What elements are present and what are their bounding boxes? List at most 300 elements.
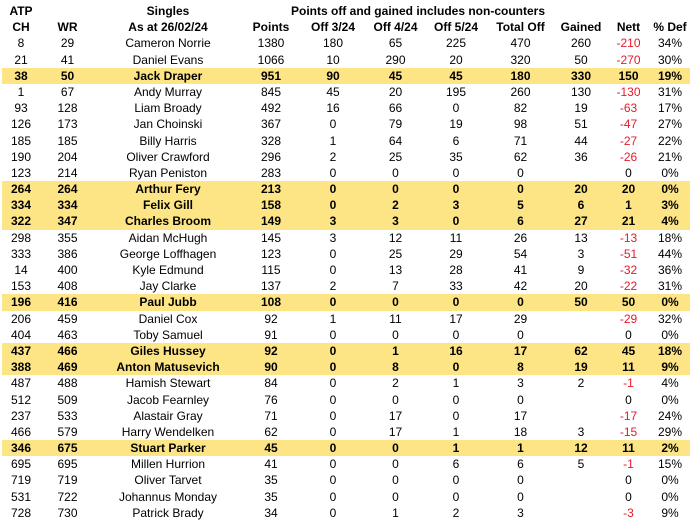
off-4-24-cell: 25 <box>388 246 403 261</box>
nett-cell: -1 <box>623 376 634 391</box>
player-name-cell: Alastair Gray <box>133 408 203 423</box>
nett-cell: 150 <box>618 68 639 83</box>
header-row-1 <box>2 3 690 19</box>
gained-cell <box>555 392 607 408</box>
off-4-24-cell: 0 <box>392 327 399 342</box>
off-5-24-cell: 0 <box>452 182 460 197</box>
rank-ch-cell: 153 <box>10 279 32 294</box>
player-name-cell: Charles Broom <box>124 214 212 229</box>
player-name-cell: Johannus Monday <box>118 489 218 504</box>
nett-cell: -27 <box>619 133 638 148</box>
off-5-24-cell: 16 <box>449 343 463 358</box>
player-name-cell: Millen Hurrion <box>130 457 206 472</box>
nett-cell: -13 <box>619 230 638 245</box>
gained-cell <box>555 165 607 181</box>
gained-cell <box>555 505 607 521</box>
off-3-24-cell: 3 <box>329 214 337 229</box>
rank-wr-cell: 334 <box>57 198 78 213</box>
off-4-24-cell: 0 <box>392 295 399 310</box>
points-cell: 145 <box>260 230 282 245</box>
player-name-cell: Oliver Tarvet <box>134 473 202 488</box>
off-5-24-cell: 3 <box>452 198 460 213</box>
rank-ch-cell: 512 <box>10 392 32 407</box>
rank-ch-cell: 728 <box>10 505 32 520</box>
total-off-cell: 98 <box>513 117 528 132</box>
table-row <box>2 230 690 246</box>
player-name-cell: Oliver Crawford <box>126 149 210 164</box>
total-off-cell: 8 <box>517 360 524 375</box>
pct-def-cell: 9% <box>661 360 679 375</box>
off-4-24-cell: 1 <box>392 505 399 520</box>
gained-cell: 36 <box>574 149 588 164</box>
header-off4: Off 4/24 <box>373 20 418 35</box>
off-4-24-cell: 12 <box>388 230 403 245</box>
total-off-cell: 0 <box>517 473 524 488</box>
off-4-24-cell: 65 <box>388 36 403 51</box>
rank-ch-cell: 196 <box>10 295 32 310</box>
pct-def-cell: 0% <box>661 165 679 180</box>
off-3-24-cell: 0 <box>329 441 337 456</box>
table-row <box>2 505 690 521</box>
player-name-cell: Stuart Parker <box>130 441 206 456</box>
points-cell: 92 <box>264 343 278 358</box>
off-4-24-cell: 1 <box>392 343 399 358</box>
player-name-cell: Harry Wendelken <box>121 424 215 439</box>
nett-cell: -17 <box>619 408 638 423</box>
points-cell: 108 <box>260 295 282 310</box>
off-5-24-cell: 2 <box>452 505 460 520</box>
rank-wr-cell: 386 <box>57 246 78 261</box>
pct-def-cell: 44% <box>657 246 683 261</box>
total-off-cell: 470 <box>510 36 531 51</box>
off-4-24-cell: 0 <box>392 165 399 180</box>
pct-def-cell: 31% <box>657 84 683 99</box>
table-row <box>2 246 690 262</box>
off-5-24-cell: 6 <box>452 457 460 472</box>
nett-cell: 20 <box>621 182 636 197</box>
player-name-cell: Kyle Edmund <box>132 263 204 277</box>
player-name-cell: Paul Jubb <box>139 295 197 310</box>
pct-def-cell: 0% <box>661 473 679 488</box>
rank-wr-cell: 214 <box>57 165 78 180</box>
rank-ch-cell: 346 <box>10 441 32 456</box>
rank-wr-cell: 173 <box>57 117 78 132</box>
player-name-cell: Jack Draper <box>133 68 203 83</box>
off-3-24-cell: 0 <box>329 263 337 277</box>
total-off-cell: 260 <box>510 84 531 99</box>
player-name-cell: Felix Gill <box>142 198 193 213</box>
off-5-24-cell: 0 <box>452 214 460 229</box>
off-5-24-cell: 17 <box>449 311 463 326</box>
off-4-24-cell: 25 <box>388 149 403 164</box>
off-4-24-cell: 0 <box>392 473 399 488</box>
nett-cell: -15 <box>619 424 638 439</box>
nett-cell: -3 <box>623 505 634 520</box>
points-cell: 35 <box>264 489 278 504</box>
off-4-24-cell: 11 <box>389 311 402 326</box>
off-5-24-cell: 0 <box>452 473 460 488</box>
off-3-24-cell: 90 <box>326 68 340 83</box>
player-name-cell: Cameron Norrie <box>125 36 211 51</box>
gained-cell: 13 <box>574 230 588 245</box>
off-3-24-cell: 0 <box>329 360 337 375</box>
off-5-24-cell: 0 <box>452 489 460 504</box>
pct-def-cell: 4% <box>661 214 679 229</box>
points-cell: 1066 <box>257 52 285 67</box>
player-name-cell: Daniel Cox <box>138 311 198 326</box>
rank-ch-cell: 14 <box>14 263 28 277</box>
off-5-24-cell: 225 <box>445 36 467 51</box>
gained-cell: 12 <box>574 441 588 456</box>
off-3-24-cell: 2 <box>329 279 337 294</box>
off-3-24-cell: 45 <box>326 84 340 99</box>
nett-cell: -1 <box>623 457 634 472</box>
gained-cell: 330 <box>570 68 592 83</box>
rank-ch-cell: 334 <box>10 198 32 213</box>
total-off-cell: 26 <box>513 230 528 245</box>
header-note: Points off and gained includes non-counters <box>290 4 545 18</box>
table-row <box>2 52 690 68</box>
rank-wr-cell: 719 <box>57 473 78 488</box>
off-3-24-cell: 0 <box>329 408 337 423</box>
pct-def-cell: 4% <box>661 376 679 391</box>
off-5-24-cell: 195 <box>445 84 467 99</box>
gained-cell: 19 <box>574 101 588 116</box>
total-off-cell: 17 <box>513 408 528 423</box>
off-5-24-cell: 0 <box>452 360 460 375</box>
table-row <box>2 424 690 440</box>
rank-wr-cell: 29 <box>60 36 75 51</box>
table-row <box>2 149 690 165</box>
off-5-24-cell: 0 <box>452 408 460 423</box>
nett-cell: 0 <box>625 473 632 488</box>
header-wr: WR <box>57 20 78 35</box>
off-4-24-cell: 2 <box>392 376 399 391</box>
points-cell: 41 <box>264 457 278 472</box>
off-3-24-cell: 0 <box>329 165 337 180</box>
off-3-24-cell: 0 <box>329 343 337 358</box>
rank-ch-cell: 322 <box>10 214 32 229</box>
header-nett: Nett <box>616 20 641 35</box>
pct-def-cell: 32% <box>657 311 683 326</box>
off-3-24-cell: 2 <box>329 149 337 164</box>
header-ch: CH <box>12 20 30 35</box>
table-row <box>2 311 690 327</box>
rank-ch-cell: 264 <box>10 182 32 197</box>
table-row <box>2 116 690 132</box>
total-off-cell: 180 <box>510 68 531 83</box>
nett-cell: 0 <box>625 327 632 342</box>
rank-wr-cell: 675 <box>57 441 78 456</box>
off-5-24-cell: 0 <box>452 165 460 180</box>
table-row <box>2 68 690 84</box>
off-5-24-cell: 29 <box>449 246 463 261</box>
player-name-cell: Patrick Brady <box>132 505 204 520</box>
rank-ch-cell: 93 <box>14 101 28 116</box>
rank-wr-cell: 347 <box>57 214 78 229</box>
total-off-cell: 62 <box>513 149 528 164</box>
rank-ch-cell: 21 <box>14 52 28 67</box>
table-row <box>2 197 690 213</box>
table-body <box>2 35 690 521</box>
off-3-24-cell: 0 <box>329 246 337 261</box>
gained-cell <box>555 327 607 343</box>
off-3-24-cell: 1 <box>329 311 337 326</box>
table-row <box>2 213 690 229</box>
player-name-cell: Hamish Stewart <box>125 376 211 391</box>
rank-wr-cell: 488 <box>57 376 78 391</box>
player-name-cell: Aidan McHugh <box>128 230 208 245</box>
points-cell: 158 <box>260 198 282 213</box>
off-5-24-cell: 11 <box>449 230 463 245</box>
off-3-24-cell: 0 <box>329 376 337 391</box>
pct-def-cell: 19% <box>657 68 683 83</box>
total-off-cell: 82 <box>513 101 528 116</box>
table-row <box>2 472 690 488</box>
rank-ch-cell: 206 <box>10 311 32 326</box>
rank-wr-cell: 463 <box>57 327 78 342</box>
off-4-24-cell: 45 <box>388 68 403 83</box>
player-name-cell: Jacob Fearnley <box>126 392 210 407</box>
off-3-24-cell: 0 <box>329 392 337 407</box>
rank-wr-cell: 185 <box>57 133 78 148</box>
table-row <box>2 35 690 51</box>
rank-ch-cell: 388 <box>10 360 32 375</box>
pct-def-cell: 0% <box>661 489 679 504</box>
nett-cell: 0 <box>625 392 632 407</box>
off-3-24-cell: 1 <box>329 133 337 148</box>
pct-def-cell: 0% <box>661 182 679 197</box>
nett-cell: 50 <box>621 295 636 310</box>
pct-def-cell: 21% <box>657 149 683 164</box>
total-off-cell: 3 <box>517 505 524 520</box>
off-5-24-cell: 0 <box>452 327 460 342</box>
total-off-cell: 29 <box>513 311 528 326</box>
total-off-cell: 1 <box>517 441 524 456</box>
total-off-cell: 18 <box>513 424 528 439</box>
rank-ch-cell: 404 <box>10 327 32 342</box>
gained-cell: 2 <box>577 376 585 391</box>
gained-cell <box>555 489 607 505</box>
gained-cell <box>555 311 607 327</box>
pct-def-cell: 29% <box>657 424 683 439</box>
rank-ch-cell: 333 <box>10 246 32 261</box>
table-row <box>2 278 690 294</box>
rank-ch-cell: 126 <box>10 117 32 132</box>
table-row <box>2 359 690 375</box>
off-5-24-cell: 0 <box>452 295 460 310</box>
table-row <box>2 84 690 100</box>
pct-def-cell: 34% <box>657 36 683 51</box>
player-name-cell: Liam Broady <box>134 101 202 116</box>
gained-cell <box>555 472 607 488</box>
pct-def-cell: 30% <box>657 52 683 67</box>
pct-def-cell: 18% <box>657 230 683 245</box>
off-5-24-cell: 20 <box>449 52 463 67</box>
table-row <box>2 456 690 472</box>
total-off-cell: 6 <box>517 457 524 472</box>
total-off-cell: 0 <box>517 489 524 504</box>
player-name-cell: Jan Choinski <box>133 117 203 132</box>
off-4-24-cell: 290 <box>385 52 406 67</box>
rank-wr-cell: 509 <box>57 392 78 407</box>
off-3-24-cell: 3 <box>329 230 337 245</box>
pct-def-cell: 24% <box>657 408 683 423</box>
pct-def-cell: 0% <box>661 392 679 407</box>
off-4-24-cell: 0 <box>392 441 399 456</box>
player-name-cell: Billy Harris <box>139 133 197 148</box>
points-cell: 84 <box>264 376 278 391</box>
table-row <box>2 392 690 408</box>
pct-def-cell: 9% <box>661 505 679 520</box>
off-4-24-cell: 7 <box>392 279 399 294</box>
gained-cell: 44 <box>574 133 588 148</box>
table-row <box>2 343 690 359</box>
total-off-cell: 6 <box>517 214 524 229</box>
player-name-cell: Anton Matusevich <box>116 360 220 375</box>
rank-wr-cell: 408 <box>57 279 78 294</box>
total-off-cell: 0 <box>517 182 524 197</box>
off-4-24-cell: 64 <box>388 133 403 148</box>
table-row <box>2 100 690 116</box>
rank-ch-cell: 8 <box>17 36 25 51</box>
nett-cell: 21 <box>621 214 636 229</box>
off-4-24-cell: 66 <box>388 101 403 116</box>
total-off-cell: 71 <box>513 133 528 148</box>
rank-ch-cell: 123 <box>10 165 32 180</box>
gained-cell: 260 <box>570 36 592 51</box>
points-cell: 1380 <box>257 36 285 51</box>
off-5-24-cell: 6 <box>452 133 460 148</box>
table-row <box>2 327 690 343</box>
rank-wr-cell: 50 <box>60 68 75 83</box>
rank-wr-cell: 204 <box>57 149 78 164</box>
nett-cell: -22 <box>619 279 638 294</box>
points-cell: 123 <box>260 246 282 261</box>
nett-cell: -32 <box>619 263 638 277</box>
nett-cell: 45 <box>621 343 636 358</box>
gained-cell: 20 <box>574 279 588 294</box>
points-cell: 35 <box>264 473 278 488</box>
points-cell: 92 <box>264 311 278 326</box>
player-name-cell: Toby Samuel <box>133 327 203 342</box>
off-3-24-cell: 0 <box>329 424 337 439</box>
points-cell: 90 <box>264 360 278 375</box>
pct-def-cell: 36% <box>657 263 683 277</box>
off-4-24-cell: 2 <box>392 198 399 213</box>
pct-def-cell: 18% <box>657 343 683 358</box>
header-gained: Gained <box>560 20 602 35</box>
pct-def-cell: 0% <box>661 295 679 310</box>
total-off-cell: 0 <box>517 295 524 310</box>
off-5-24-cell: 1 <box>452 424 460 439</box>
rank-ch-cell: 466 <box>10 424 32 439</box>
off-5-24-cell: 19 <box>449 117 463 132</box>
nett-cell: 0 <box>625 489 632 504</box>
nett-cell: -130 <box>616 84 641 99</box>
gained-cell: 51 <box>574 117 588 132</box>
total-off-cell: 5 <box>517 198 524 213</box>
nett-cell: -47 <box>619 117 638 132</box>
table-row <box>2 375 690 391</box>
total-off-cell: 320 <box>510 52 531 67</box>
points-cell: 296 <box>260 149 282 164</box>
header-total-off: Total Off <box>496 20 545 35</box>
off-4-24-cell: 13 <box>388 263 403 277</box>
rank-ch-cell: 695 <box>10 457 32 472</box>
gained-cell: 130 <box>570 84 592 99</box>
points-cell: 71 <box>264 408 278 423</box>
rank-ch-cell: 190 <box>10 149 32 164</box>
gained-cell: 62 <box>574 343 588 358</box>
table-row <box>2 133 690 149</box>
gained-cell: 50 <box>574 52 588 67</box>
off-3-24-cell: 0 <box>329 489 337 504</box>
rank-wr-cell: 41 <box>60 52 75 67</box>
nett-cell: 0 <box>625 165 632 180</box>
total-off-cell: 42 <box>513 279 528 294</box>
off-5-24-cell: 28 <box>449 263 463 277</box>
pct-def-cell: 31% <box>657 279 683 294</box>
gained-cell: 20 <box>574 182 588 197</box>
points-cell: 845 <box>260 84 282 99</box>
off-4-24-cell: 0 <box>392 182 399 197</box>
gained-cell: 3 <box>577 424 585 439</box>
off-3-24-cell: 0 <box>329 473 337 488</box>
points-cell: 951 <box>260 68 282 83</box>
off-4-24-cell: 0 <box>392 457 399 472</box>
off-5-24-cell: 33 <box>449 279 463 294</box>
table-row <box>2 262 690 278</box>
rank-ch-cell: 1 <box>17 84 25 99</box>
off-3-24-cell: 0 <box>329 327 337 342</box>
gained-cell: 19 <box>574 360 588 375</box>
rank-ch-cell: 237 <box>10 408 32 423</box>
gained-cell: 3 <box>577 246 585 261</box>
off-4-24-cell: 0 <box>392 489 399 504</box>
rank-wr-cell: 400 <box>57 263 78 277</box>
total-off-cell: 17 <box>513 343 528 358</box>
header-as-at: As at 26/02/24 <box>128 20 208 35</box>
rank-wr-cell: 264 <box>57 182 78 197</box>
header-pct-def: % Def <box>653 20 687 35</box>
off-4-24-cell: 17 <box>388 408 403 423</box>
pct-def-cell: 22% <box>657 133 683 148</box>
rank-ch-cell: 38 <box>14 68 28 83</box>
gained-cell: 9 <box>577 263 585 277</box>
player-name-cell: Arthur Fery <box>135 182 201 197</box>
points-cell: 34 <box>264 505 278 520</box>
nett-cell: 11 <box>622 441 635 456</box>
gained-cell: 5 <box>577 457 585 472</box>
rank-wr-cell: 355 <box>57 230 78 245</box>
player-name-cell: George Loffhagen <box>119 246 217 261</box>
pct-def-cell: 2% <box>661 441 679 456</box>
off-5-24-cell: 1 <box>452 441 460 456</box>
rank-ch-cell: 298 <box>10 230 32 245</box>
player-name-cell: Andy Murray <box>133 84 203 99</box>
header-atp: ATP <box>9 4 33 18</box>
header-row-2 <box>2 19 690 35</box>
off-5-24-cell: 45 <box>449 68 463 83</box>
off-4-24-cell: 3 <box>392 214 399 229</box>
total-off-cell: 54 <box>513 246 528 261</box>
off-3-24-cell: 0 <box>329 505 337 520</box>
points-cell: 137 <box>260 279 282 294</box>
rank-wr-cell: 533 <box>57 408 78 423</box>
total-off-cell: 3 <box>517 376 524 391</box>
off-5-24-cell: 35 <box>449 149 463 164</box>
